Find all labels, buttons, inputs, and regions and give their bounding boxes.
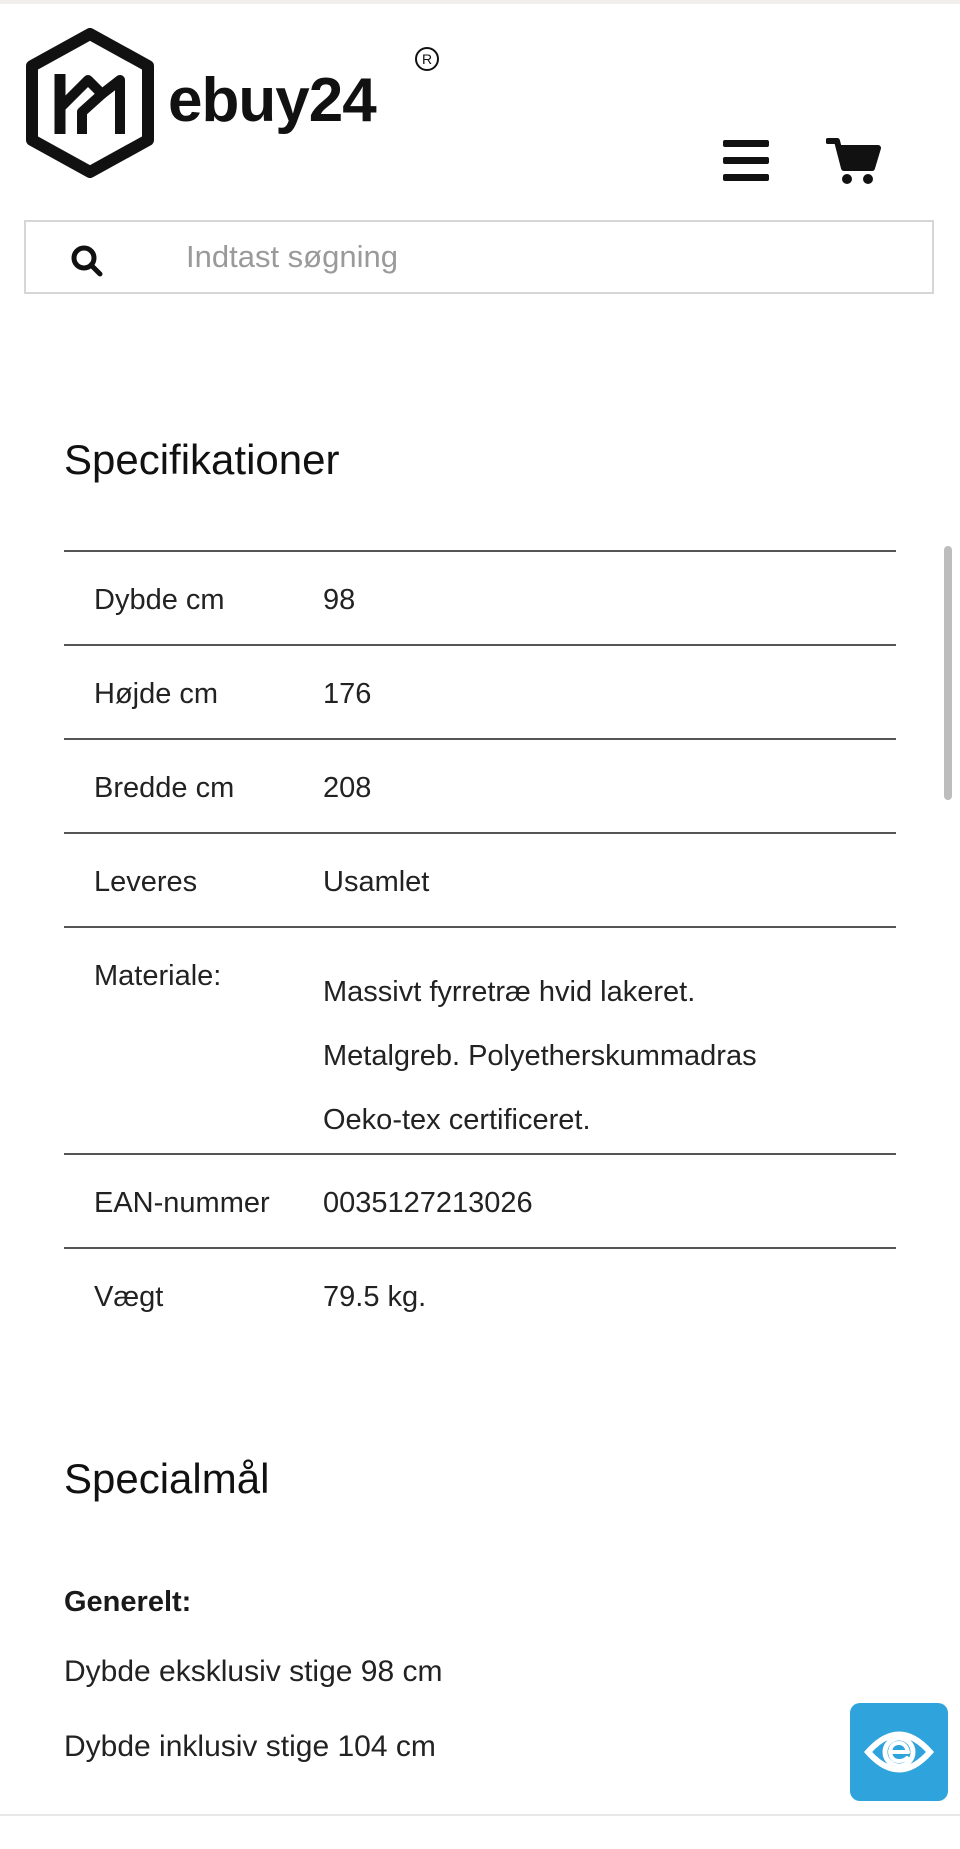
eye-icon [864, 1723, 934, 1781]
spec-row-width [64, 739, 896, 833]
spec-value: Usamlet [322, 833, 896, 927]
specifications-table [64, 550, 896, 1342]
brand-name: ebuy24 [168, 66, 376, 135]
cart-icon [826, 136, 882, 186]
spec-row-height [64, 645, 896, 739]
spec-value: 176 [322, 645, 896, 739]
spec-value-line: Massivt fyrretræ hvid lakeret. [323, 976, 696, 1008]
top-strip [0, 0, 960, 4]
hamburger-icon [723, 140, 771, 182]
search-input[interactable] [162, 230, 926, 284]
spec-key: EAN-nummer [64, 1154, 322, 1248]
spec-row-depth [64, 551, 896, 645]
spec-row-weight [64, 1248, 896, 1342]
cart-button[interactable] [826, 136, 882, 186]
general-subtitle: Generelt: [64, 1586, 192, 1618]
spec-row-material [64, 927, 896, 1154]
specifications-title: Specifikationer [64, 436, 340, 483]
menu-button[interactable] [723, 140, 771, 182]
spec-key: Højde cm [64, 645, 322, 739]
spec-value [322, 927, 896, 1154]
spec-row-ean [64, 1154, 896, 1248]
spec-key: Materiale: [64, 927, 322, 1154]
special-dimensions-title: Specialmål [64, 1455, 270, 1502]
spec-value: 79.5 kg. [322, 1248, 896, 1342]
general-line: Dybde eksklusiv stige 98 cm [64, 1655, 443, 1688]
logo-link[interactable] [22, 28, 462, 178]
general-line: Dybde inklusiv stige 104 cm [64, 1730, 436, 1763]
svg-text:R: R [421, 51, 433, 67]
bottom-divider [0, 1814, 960, 1816]
spec-key: Dybde cm [64, 551, 322, 645]
logo-mark-icon [22, 28, 158, 178]
spec-row-delivery [64, 833, 896, 927]
spec-key: Leveres [64, 833, 322, 927]
accessibility-widget-button[interactable] [850, 1703, 948, 1801]
registered-icon [414, 46, 440, 72]
search-icon[interactable] [70, 244, 104, 278]
spec-value: 0035127213026 [322, 1154, 896, 1248]
spec-value-line: Metalgreb. Polyetherskummadras [323, 1040, 757, 1072]
spec-value-line: Oeko-tex certificeret. [323, 1104, 591, 1136]
spec-key: Bredde cm [64, 739, 322, 833]
spec-key: Vægt [64, 1248, 322, 1342]
spec-value: 98 [322, 551, 896, 645]
search-bar [24, 220, 934, 294]
scrollbar-thumb[interactable] [944, 546, 952, 800]
spec-value: 208 [322, 739, 896, 833]
